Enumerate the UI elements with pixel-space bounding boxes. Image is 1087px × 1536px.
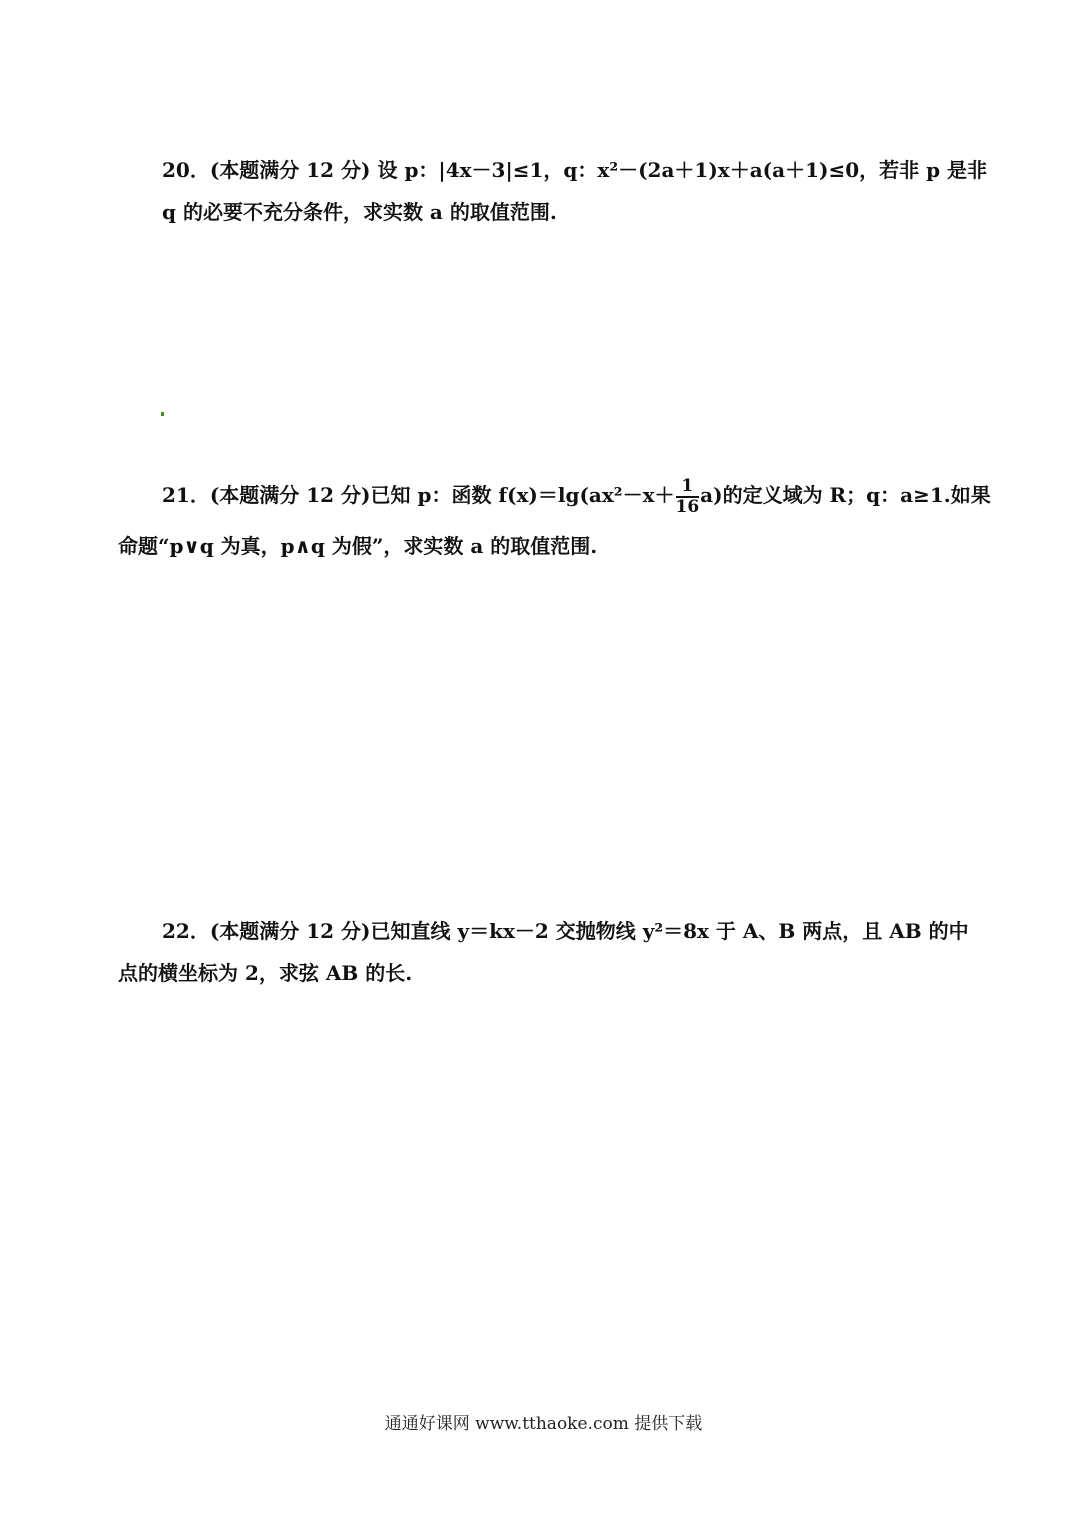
question-21-line-1 (118, 474, 991, 517)
fraction-1-16 (676, 477, 700, 517)
fraction-denominator: 16 (675, 496, 700, 517)
stray-mark (161, 412, 164, 416)
question-21-line-2: 命题“p∨q 为真，p∧q 为假”，求实数 a 的取值范围. (118, 534, 598, 558)
question-20 (118, 149, 988, 233)
footer-credit: 通通好课网 www.tthaoke.com 提供下载 (384, 1414, 703, 1434)
question-21-line-1-start: 21．(本题满分 12 分)已知 p：函数 f(x)＝lg(ax²－x＋ (162, 483, 675, 507)
question-20-line-1: 20．(本题满分 12 分) 设 p：|4x－3|≤1，q：x²－(2a＋1)x＋a(a＋1)≤0，若非 p 是非 (162, 158, 988, 182)
question-20-line-2: q 的必要不充分条件，求实数 a 的取值范围. (162, 200, 557, 224)
question-21-line-1-end: a)的定义域为 R；q：a≥1.如果 (700, 483, 991, 507)
question-22-line-2: 点的横坐标为 2，求弦 AB 的长. (118, 961, 413, 985)
question-22-line-1: 22．(本题满分 12 分)已知直线 y＝kx－2 交抛物线 y²＝8x 于 A、B 两点，且 AB 的中 (162, 919, 969, 943)
question-22 (118, 910, 976, 994)
question-21 (118, 474, 991, 567)
fraction-numerator: 1 (676, 477, 700, 498)
